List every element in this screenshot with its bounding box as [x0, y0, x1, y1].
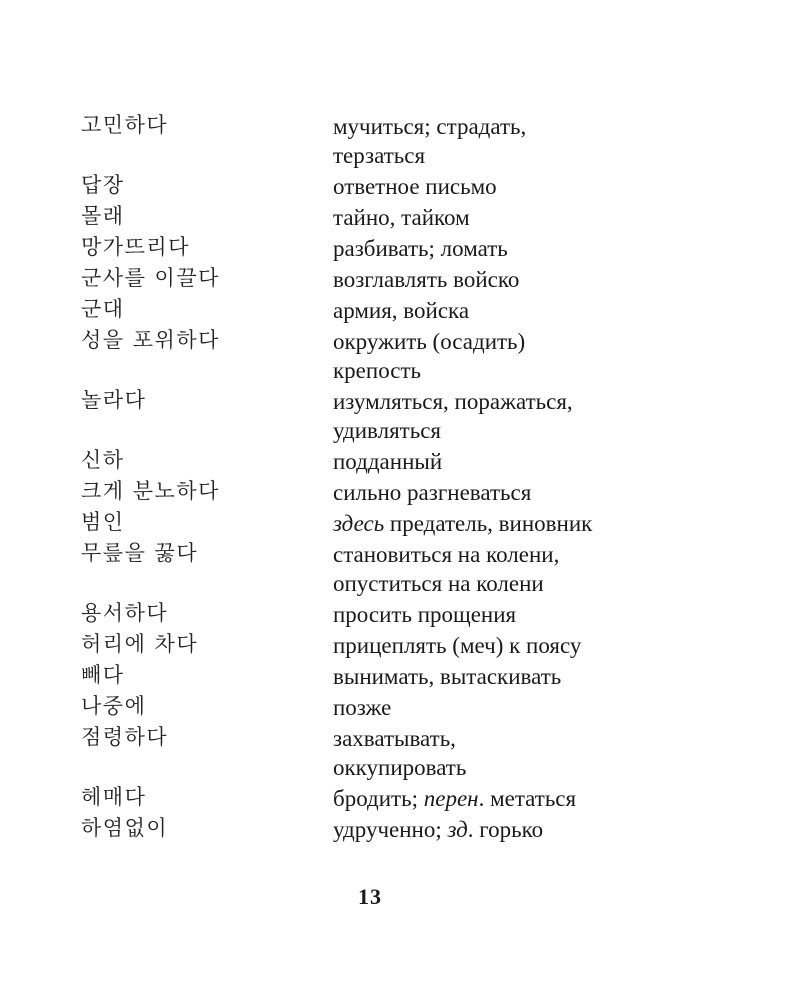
russian-translation	[333, 661, 721, 691]
translation-text: сильно разгневаться	[333, 480, 532, 505]
russian-translation	[333, 783, 721, 813]
korean-term: 몰래	[81, 204, 125, 228]
translation-text: бродить;	[333, 786, 424, 811]
korean-term: 용서하다	[81, 601, 169, 625]
russian-translation	[333, 477, 721, 507]
russian-translation	[333, 692, 721, 722]
glossary-entry	[81, 814, 721, 844]
translation-text: подданный	[333, 449, 443, 474]
glossary-entry	[81, 264, 721, 294]
translation-line	[333, 141, 721, 170]
russian-translation	[333, 599, 721, 629]
korean-term: 크게 분노하다	[81, 479, 220, 503]
russian-translation	[333, 446, 721, 476]
translation-text: удивляться	[333, 418, 442, 443]
glossary-entry	[81, 233, 721, 263]
translation-text: . горько	[467, 817, 544, 842]
korean-term: 고민하다	[81, 113, 169, 137]
translation-text: просить прощения	[333, 602, 517, 627]
translation-line	[333, 631, 721, 660]
russian-translation	[333, 814, 721, 844]
russian-translation	[333, 508, 721, 538]
translation-text: вынимать, вытаскивать	[333, 664, 562, 689]
russian-translation	[333, 202, 721, 232]
korean-term: 헤매다	[81, 785, 147, 809]
translation-text: армия, войска	[333, 298, 470, 323]
russian-translation	[333, 723, 721, 782]
korean-term: 허리에 차다	[81, 632, 199, 656]
translation-line	[333, 172, 721, 201]
translation-text: удрученно;	[333, 817, 448, 842]
korean-term: 신하	[81, 448, 125, 472]
translation-line	[333, 784, 721, 813]
translation-line	[333, 387, 721, 416]
translation-text: терзаться	[333, 143, 426, 168]
translation-line	[333, 203, 721, 232]
russian-translation	[333, 326, 721, 385]
translation-text: мучиться; страдать,	[333, 114, 527, 139]
translation-line	[333, 296, 721, 325]
glossary-entry	[81, 111, 721, 170]
russian-translation	[333, 111, 721, 170]
translation-line	[333, 662, 721, 691]
korean-term: 군사를 이끌다	[81, 266, 220, 290]
translation-text: окружить (осадить)	[333, 329, 526, 354]
glossary-entry	[81, 599, 721, 629]
translation-text: изумляться, поражаться,	[333, 389, 573, 414]
glossary-list	[81, 111, 721, 844]
korean-term: 답장	[81, 173, 125, 197]
translation-text: становиться на колени,	[333, 542, 560, 567]
translation-text: оккупировать	[333, 755, 467, 780]
translation-text: позже	[333, 695, 392, 720]
translation-text: тайно, тайком	[333, 205, 470, 230]
italic-note: здесь	[333, 511, 385, 536]
korean-term: 망가뜨리다	[81, 235, 190, 259]
translation-line	[333, 265, 721, 294]
korean-term: 놀라다	[81, 388, 147, 412]
translation-line	[333, 478, 721, 507]
korean-term: 군대	[81, 297, 125, 321]
italic-note: зд	[447, 817, 468, 842]
translation-line	[333, 815, 721, 844]
translation-line	[333, 509, 721, 538]
glossary-entry	[81, 295, 721, 325]
glossary-entry	[81, 630, 721, 660]
russian-translation	[333, 264, 721, 294]
translation-line	[333, 234, 721, 263]
translation-text: предатель, виновник	[384, 511, 593, 536]
translation-line	[333, 569, 721, 598]
translation-text: ответное письмо	[333, 174, 497, 199]
glossary-entry	[81, 446, 721, 476]
korean-term: 빼다	[81, 663, 125, 687]
translation-line	[333, 693, 721, 722]
russian-translation	[333, 171, 721, 201]
glossary-entry	[81, 661, 721, 691]
korean-term: 하염없이	[81, 816, 169, 840]
translation-line	[333, 540, 721, 569]
korean-term: 점령하다	[81, 725, 169, 749]
glossary-entry	[81, 692, 721, 722]
translation-text: разбивать; ломать	[333, 236, 508, 261]
glossary-entry	[81, 171, 721, 201]
russian-translation	[333, 233, 721, 263]
korean-term: 범인	[81, 510, 125, 534]
glossary-entry	[81, 508, 721, 538]
translation-line	[333, 753, 721, 782]
glossary-entry	[81, 783, 721, 813]
translation-text: прицеплять (меч) к поясу	[333, 633, 582, 658]
russian-translation	[333, 295, 721, 325]
russian-translation	[333, 539, 721, 598]
translation-line	[333, 327, 721, 356]
translation-line	[333, 447, 721, 476]
glossary-entry	[81, 723, 721, 782]
translation-text: захватывать,	[333, 726, 456, 751]
translation-line	[333, 600, 721, 629]
korean-term: 무릎을 꿇다	[81, 541, 199, 565]
translation-text: . метаться	[478, 786, 577, 811]
translation-line	[333, 112, 721, 141]
italic-note: перен	[423, 786, 479, 811]
glossary-entry	[81, 386, 721, 445]
glossary-entry	[81, 326, 721, 385]
glossary-entry	[81, 539, 721, 598]
translation-line	[333, 416, 721, 445]
page-number: 13	[358, 884, 382, 909]
russian-translation	[333, 630, 721, 660]
korean-term: 나중에	[81, 694, 147, 718]
russian-translation	[333, 386, 721, 445]
translation-text: крепость	[333, 358, 422, 383]
glossary-entry	[81, 477, 721, 507]
korean-term: 성을 포위하다	[81, 328, 220, 352]
translation-line	[333, 724, 721, 753]
translation-text: возглавлять войско	[333, 267, 520, 292]
translation-text: опуститься на колени	[333, 571, 544, 596]
translation-line	[333, 356, 721, 385]
glossary-entry	[81, 202, 721, 232]
